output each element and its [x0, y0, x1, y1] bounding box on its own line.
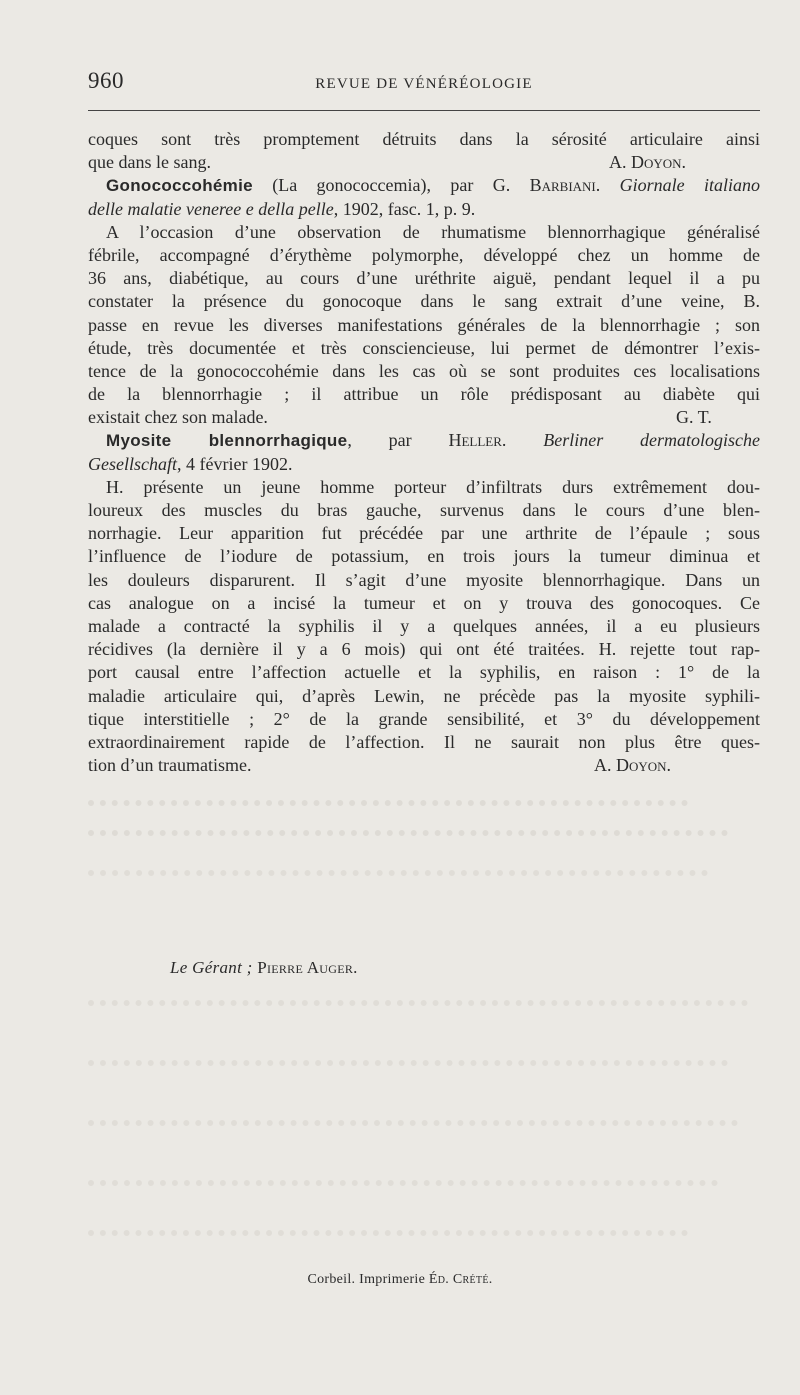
text-line: les douleurs disparurent. Il s’agit d’une myosite blennorrhagique. Dans un: [88, 569, 760, 590]
article-citation: delle malatie veneree e della pelle, 1902, fasc. 1, p. 9.: [88, 198, 476, 219]
text-line: de la blennorrhagie ; il attribue un rôle prédisposant au diabète qui: [88, 384, 760, 405]
printer-location: Corbeil. Imprimerie: [307, 1272, 429, 1287]
text-line: récidives (la dernière il y a 6 mois) qui ont été traitées. H. rejette tout rap-: [88, 639, 760, 660]
text-line: extraordinairement rapide de l’affection. Il ne saurait non plus être ques-: [88, 731, 760, 752]
body-text: [88, 128, 760, 777]
article-author: Barbiani: [529, 175, 596, 196]
text-line: tion d’un traumatisme.: [88, 755, 252, 776]
journal-name: Berliner dermatologische: [543, 430, 760, 451]
page-number: 960: [88, 68, 124, 93]
text-line: passe en revue les diverses manifestations générales de la blennorrhagie ; son: [88, 314, 760, 335]
previous-article-end: [88, 128, 760, 174]
journal-name-continued: Gesellschaft: [88, 453, 177, 474]
page-header: [88, 68, 760, 102]
text-line: étude, très documentée et très consciencieuse, lui permet de démontrer l’exis-: [88, 337, 760, 358]
gerant-label: Le Gérant ;: [170, 958, 253, 977]
journal-name: Giornale italiano: [619, 175, 761, 196]
signature: A. Doyon.: [594, 755, 672, 776]
text-line: tique interstitielle ; 2° de la grande sensibilité, et 3° du développement: [88, 708, 760, 729]
text-line: loureux des muscles du bras gauche, survenus dans le cours d’une blen-: [88, 500, 760, 520]
signature: G. T.: [676, 407, 712, 428]
header-rule: [88, 110, 760, 111]
text-line: fébrile, accompagné d’érythème polymorphe, développé chez un homme de: [88, 244, 760, 265]
text-line: que dans le sang.: [88, 152, 211, 173]
printer-imprint: [0, 1272, 800, 1288]
article-heading: Gonococcohémie (La gonococcemia), par G. Barbiani. Giornale italiano: [106, 175, 761, 196]
article-title: Myosite blennorrhagique: [106, 431, 348, 451]
article-gonococcohemie: [88, 174, 760, 429]
article-citation: Gesellschaft, 4 février 1902.: [88, 453, 293, 474]
text-line-with-signature: [88, 754, 760, 777]
text-line: maladie articulaire qui, d’après Lewin, ne précède pas la myosite syphili-: [88, 685, 760, 706]
text-line: tence de la gonococcohémie dans les cas où se sont produites ces localisations: [88, 360, 760, 381]
running-title: REVUE DE VÉNÉRÉOLOGIE: [315, 76, 533, 92]
gerant-name: Pierre Auger.: [257, 958, 358, 977]
text-line: constater la présence du gonocoque dans le sang extrait d’une veine, B.: [88, 291, 760, 312]
text-line-with-signature: [88, 151, 760, 174]
article-author: Heller: [448, 430, 502, 451]
text-line: A l’occasion d’une observation de rhumatisme blennorrhagique généralisé: [106, 221, 760, 242]
text-line: port causal entre l’affection actuelle et la syphilis, en raison : 1° de la: [88, 662, 760, 683]
text-line: malade a contracté la syphilis il y a quelques années, il a eu plusieurs: [88, 615, 760, 636]
publisher-manager-line: [170, 958, 358, 978]
text-line: H. présente un jeune homme porteur d’infiltrats durs extrêmement dou-: [106, 476, 760, 497]
text-line: cas analogue on a incisé la tumeur et on y trouva des gonocoques. Ce: [88, 592, 760, 613]
article-myosite: [88, 429, 760, 777]
text-line: existait chez son malade.: [88, 407, 268, 428]
printer-name: Éd. Crété.: [428, 1272, 493, 1287]
text-line: norrhagie. Leur apparition fut précédée par une arthrite de l’épaule ; sous: [88, 523, 760, 544]
text-line: coques sont très promptement détruits dans la sérosité articulaire ainsi: [88, 129, 760, 149]
article-heading: Myosite blennorrhagique, par Heller. Berliner dermatologische: [106, 430, 760, 451]
signature: A. Doyon.: [609, 152, 687, 173]
text-line: l’influence de l’iodure de potassium, en trois jours la tumeur diminua et: [88, 546, 760, 567]
journal-name-continued: delle malatie veneree e della pelle: [88, 198, 334, 219]
article-title: Gonococcohémie: [106, 176, 253, 196]
text-line-with-signature: [88, 406, 760, 429]
text-line: 36 ans, diabétique, au cours d’une uréthrite aiguë, pendant lequel il a pu: [88, 268, 760, 289]
